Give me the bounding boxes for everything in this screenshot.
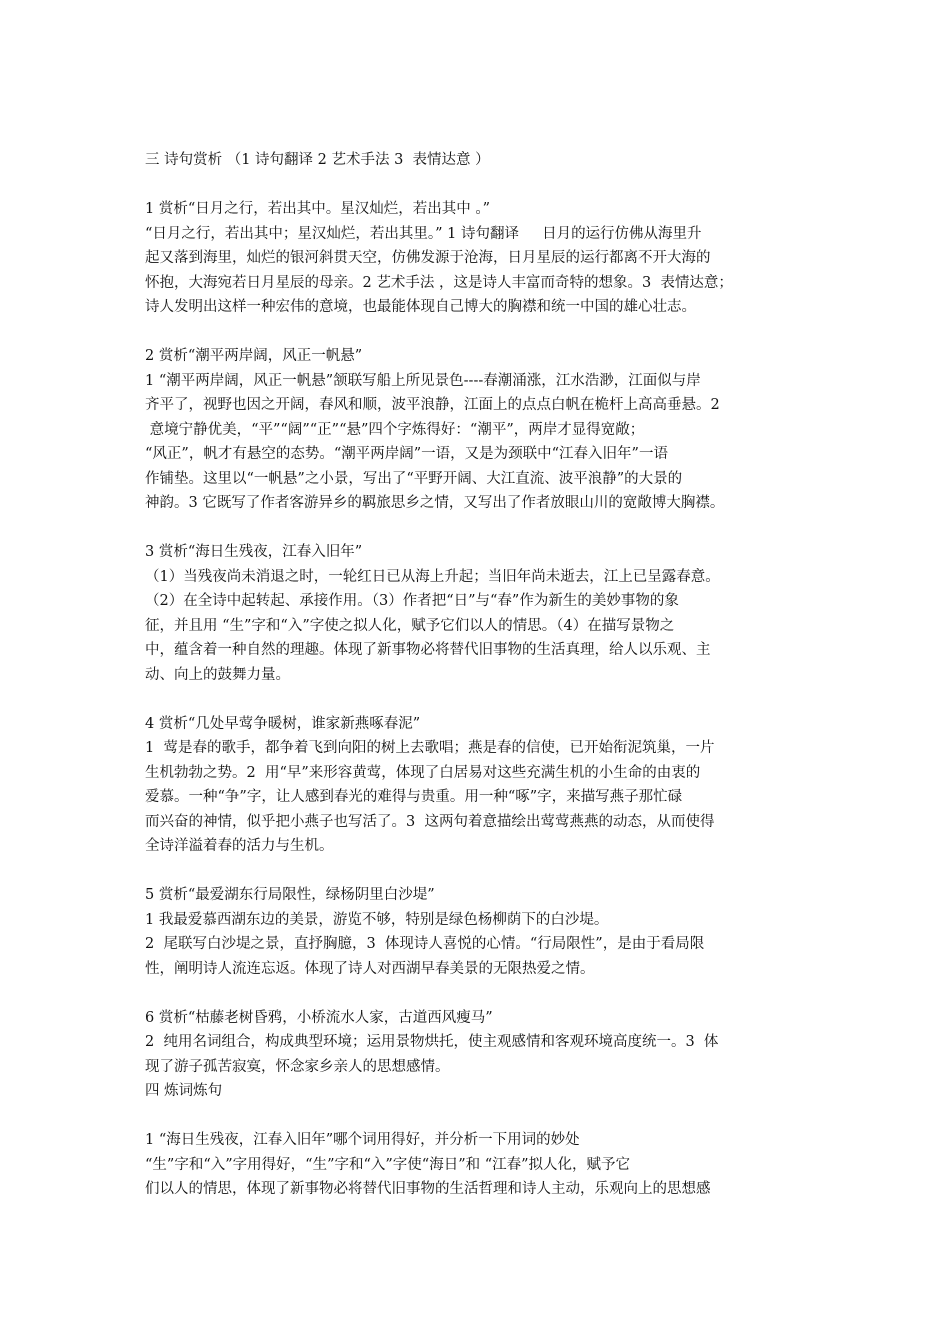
text-line: 3 赏析“海日生残夜，江春入旧年” <box>145 544 363 560</box>
text-line: 2 赏析“潮平两岸阔，风正一帆悬” <box>145 348 363 364</box>
text-line: “风正”，帆才有悬空的态势。“潮平两岸阔”一语，又是为颈联中“江春入旧年”一语 <box>145 446 668 462</box>
text-line: 神韵。3 它既写了作者客游异乡的羁旅思乡之情，又写出了作者放眼山川的宽敞博大胸襟。 <box>145 495 725 511</box>
text-line: 1 莺是春的歌手，都争着飞到向阳的树上去歌唱；燕是春的信使，已开始衔泥筑巢，一片 <box>145 740 715 756</box>
text-line: 5 赏析“最爱湖东行局限性，绿杨阴里白沙堤” <box>145 887 435 903</box>
text-line: 1 “海日生残夜，江春入旧年”哪个词用得好，并分析一下用词的妙处 <box>145 1132 580 1148</box>
document-body <box>145 148 807 1202</box>
text-line: 中，蕴含着一种自然的理趣。体现了新事物必将替代旧事物的生活真理，给人以乐观、主 <box>145 642 711 658</box>
text-line: 4 赏析“几处早莺争暖树，谁家新燕啄春泥” <box>145 715 421 732</box>
text-line: 全诗洋溢着春的活力与生机。 <box>145 838 334 854</box>
text-line: 2 尾联写白沙堤之景，直抒胸臆，3 体现诗人喜悦的心情。“行局限性”，是由于看局限 <box>145 936 705 952</box>
blank-line <box>145 687 807 712</box>
text-line: “日月之行，若出其中；星汉灿烂，若出其里。” 1 诗句翻译 日月的运行仿佛从海里升 <box>145 225 702 242</box>
text-line: “生”字和“入”字用得好，“生”字和“入”字使“海日”和 “江春”拟人化，赋予它 <box>145 1156 631 1173</box>
text-line: 爱慕。一种“争”字，让人感到春光的难得与贵重。用一种“啄”字，来描写燕子那忙碌 <box>145 789 683 805</box>
blank-line <box>145 320 807 345</box>
text-line: 1 赏析“日月之行，若出其中。星汉灿烂，若出其中 。” <box>145 201 491 217</box>
text-line: （2）在全诗中起转起、承接作用。（3）作者把“日”与“春”作为新生的美妙事物的象 <box>145 593 679 609</box>
blank-line <box>145 1104 807 1129</box>
text-line: 齐平了，视野也因之开阔，春风和顺，波平浪静，江面上的点点白帆在桅杆上高高垂悬。2 <box>145 397 720 413</box>
text-line: 6 赏析“枯藤老树昏鸦，小桥流水人家，古道西风瘦马” <box>145 1009 493 1026</box>
text-line: （1）当残夜尚未消退之时，一轮红日已从海上升起；当旧年尚未逝去，江上已呈露春意。 <box>145 568 720 585</box>
text-line: 们以人的情思，体现了新事物必将替代旧事物的生活哲理和诗人主动，乐观向上的思想感 <box>145 1181 711 1197</box>
text-line: 现了游子孤苦寂寞，怀念家乡亲人的思想感情。 <box>145 1058 450 1075</box>
text-line: 三 诗句赏析 （1 诗句翻译 2 艺术手法 3 表情达意 ） <box>145 152 490 168</box>
text-line: 起又落到海里，灿烂的银河斜贯天空，仿佛发源于沧海，日月星辰的运行都离不开大海的 <box>145 250 711 266</box>
text-line: 生机勃勃之势。2 用“早”来形容黄莺，体现了白居易对这些充满生机的小生命的由衷的 <box>145 764 701 781</box>
text-line: 作铺垫。这里以“一帆悬”之小景，写出了“平野开阔、大江直流、波平浪静”的大景的 <box>145 470 683 487</box>
text-line: 动、向上的鼓舞力量。 <box>145 666 290 683</box>
text-line: 而兴奋的神情，似乎把小燕子也写活了。3 这两句着意描绘出莺莺燕燕的动态，从而使得 <box>145 813 715 830</box>
text-line: 诗人发明出这样一种宏伟的意境，也最能体现自己博大的胸襟和统一中国的雄心壮志。 <box>145 299 696 315</box>
text-line: 性，阐明诗人流连忘返。体现了诗人对西湖早春美景的无限热爱之情。 <box>145 960 595 977</box>
blank-line <box>145 516 807 541</box>
blank-line <box>145 173 807 198</box>
text-line: 怀抱，大海宛若日月星辰的母亲。2 艺术手法 ，这是诗人丰富而奇特的想象。3 表情达意； <box>145 274 733 291</box>
text-line: 1 “潮平两岸阔，风正一帆悬”颔联写船上所见景色----春潮涌涨，江水浩渺，江面似与岸 <box>145 372 701 389</box>
text-line: 2 纯用名词组合，构成典型环境；运用景物烘托，使主观感情和客观环境高度统一。3 体 <box>145 1034 719 1050</box>
text-line: 1 我最爱慕西湖东边的美景，游览不够，特别是绿色杨柳荫下的白沙堤。 <box>145 911 609 928</box>
blank-line <box>145 981 807 1006</box>
text-line: 意境宁静优美，“平”“阔”“正”“悬”四个字炼得好：“潮平”，两岸才显得宽敞； <box>145 421 645 438</box>
text-line: 四 炼词炼句 <box>145 1083 223 1099</box>
text-line: 征，并且用 “生”字和“入”字使之拟人化，赋予它们以人的情思。（4）在描写景物之 <box>145 617 675 634</box>
blank-line <box>145 859 807 884</box>
